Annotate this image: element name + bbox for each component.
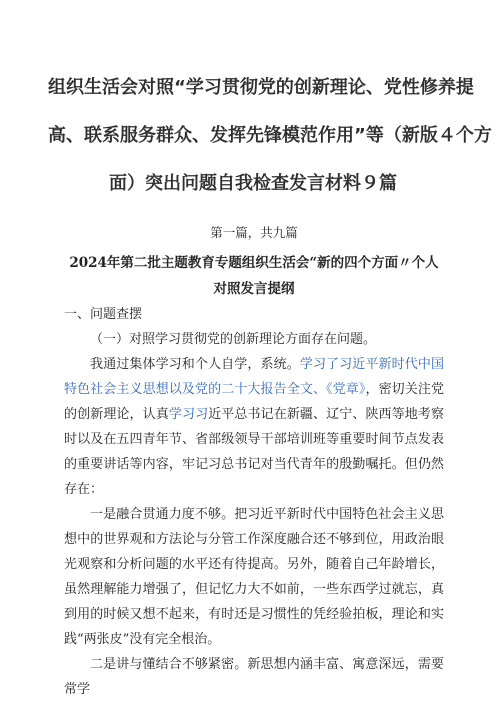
paragraph-study [64, 352, 444, 502]
heading-theory-study: （一）对照学习贯彻党的创新理论方面存在问题。 [90, 332, 377, 347]
title-line-2: 高、联系服务群众、发挥先锋模范作用”等（新版４个方 [48, 125, 492, 146]
article-subtitle [64, 250, 444, 302]
heading-problems: 一、问题查摆 [64, 307, 143, 322]
subtitle-line-1: 2024年第二批主题教育专题组织生活会“新的四个方面〃个人 [69, 255, 439, 271]
para-1-highlight-2: 学习习 [168, 407, 209, 422]
document-body [64, 222, 444, 702]
para-1-part-a: 我通过集体学习和个人自学，系统。 [90, 357, 300, 372]
paragraph-understanding: 二是讲与懂结合不够紧密。新思想内涵丰富、寓意深远，需要常学 [64, 657, 444, 697]
title-line-3: 面）突出问题自我检查发言材料９篇 [109, 173, 397, 194]
para-1-part-c: ，密切关注党的创新理论，认真 [64, 382, 444, 422]
paragraph-integration: 一是融合贯通力度不够。把习近平新时代中国特色社会主义思想中的世界观和方法论与分管工作深度融合还不够到位，用政治眼光观察和分析问题的水平还有待提高。另外，随着自己年龄增长，虽然理解能力增强了，但记忆力大不如前，一些东西学过就忘，真到用的时候又想不起来，有时还是习惯性的凭经验拍板，理论和实践“两张皮”没有完全根治。 [64, 507, 444, 647]
subtitle-line-2: 对照发言提纲 [213, 281, 295, 297]
para-1-part-e: 近平总书记在新疆、辽宁、陕西等地考察时以及在五四青年节、省部级领导干部培训班等重要时间节点发表的重要讲话等内容，牢记习总书记对当代青年的殷勤嘱托。但仍然存在： [64, 407, 444, 497]
title-line-1: 组织生活会对照“学习贯彻党的创新理论、党性修养提 [48, 77, 474, 98]
document-title [48, 64, 492, 208]
para-1-highlight-1: 学习了习近平新时代中国特色社会主义思想以及党的二十大报告全文、《党章》 [64, 357, 444, 397]
section-mark: 第一篇，共九篇 [210, 225, 298, 240]
